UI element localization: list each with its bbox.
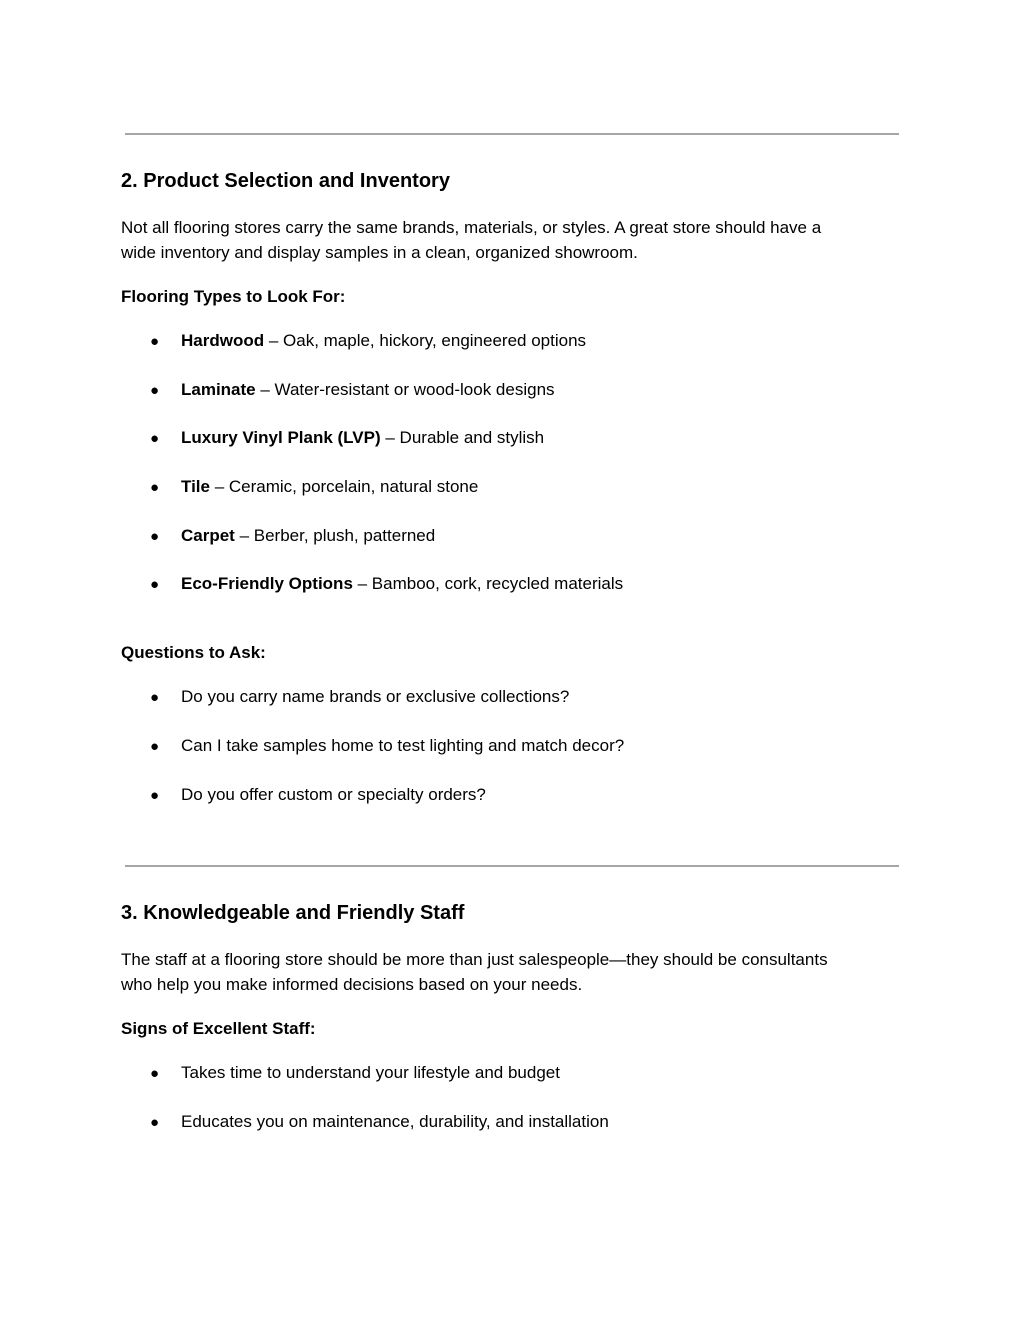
bullet-icon: ● — [150, 333, 160, 350]
bullet-icon: ● — [150, 689, 160, 706]
section-2-heading: 2. Product Selection and Inventory — [121, 170, 450, 192]
section-3-heading: 3. Knowledgeable and Friendly Staff — [121, 902, 465, 924]
list-item-desc: – Water-resistant or wood-look designs — [255, 380, 555, 399]
sign-item — [150, 1111, 609, 1134]
list-item-term: Luxury Vinyl Plank (LVP) — [181, 428, 381, 447]
list-item-lvp — [150, 427, 544, 450]
list-item-desc: – Berber, plush, patterned — [234, 526, 436, 545]
intro-line: wide inventory and display samples in a clean, organized showroom. — [121, 242, 638, 262]
list-item-term: Hardwood — [181, 331, 265, 350]
list-item-tile — [150, 476, 478, 499]
list-item-desc: – Oak, maple, hickory, engineered options — [264, 331, 587, 350]
bullet-icon: ● — [150, 576, 160, 593]
list-item-desc: – Bamboo, cork, recycled materials — [352, 574, 624, 593]
list-item-laminate — [150, 379, 555, 402]
question-text: Do you carry name brands or exclusive collections? — [181, 687, 570, 706]
list-item-carpet — [150, 525, 435, 548]
list-item-term: Tile — [181, 477, 210, 496]
bullet-icon: ● — [150, 738, 160, 755]
question-item — [150, 735, 624, 758]
bullet-icon: ● — [150, 787, 160, 804]
question-item — [150, 686, 569, 709]
question-text: Can I take samples home to test lighting and match decor? — [181, 736, 625, 755]
intro-line: The staff at a flooring store should be more than just salespeople—they should be consultants — [121, 950, 828, 969]
sign-text: Educates you on maintenance, durability, and installation — [181, 1112, 609, 1131]
list-item-desc: – Durable and stylish — [380, 428, 545, 447]
bullet-icon: ● — [150, 1065, 160, 1082]
sign-text: Takes time to understand your lifestyle and budget — [181, 1063, 560, 1082]
list-item-term: Laminate — [181, 380, 256, 399]
bullet-icon: ● — [150, 382, 160, 399]
list-item-term: Eco-Friendly Options — [181, 574, 353, 593]
question-item — [150, 784, 486, 807]
intro-line: who help you make informed decisions based on your needs. — [121, 974, 583, 994]
section-2-intro — [121, 216, 901, 265]
list-item-eco-friendly — [150, 573, 623, 596]
list-item-term: Carpet — [181, 526, 235, 545]
sign-item — [150, 1062, 560, 1085]
bullet-icon: ● — [150, 1114, 160, 1131]
flooring-types-heading: Flooring Types to Look For: — [121, 287, 346, 306]
question-text: Do you offer custom or specialty orders? — [181, 785, 486, 804]
section-3-intro — [121, 948, 901, 997]
list-item-hardwood — [150, 330, 586, 353]
section-divider — [125, 865, 899, 867]
signs-heading: Signs of Excellent Staff: — [121, 1019, 316, 1038]
bullet-icon: ● — [150, 430, 160, 447]
intro-line: Not all flooring stores carry the same brands, materials, or styles. A great store should have a — [121, 218, 822, 237]
section-divider — [125, 133, 899, 135]
bullet-icon: ● — [150, 479, 160, 496]
list-item-desc: – Ceramic, porcelain, natural stone — [209, 477, 479, 496]
bullet-icon: ● — [150, 528, 160, 545]
questions-heading: Questions to Ask: — [121, 643, 266, 662]
